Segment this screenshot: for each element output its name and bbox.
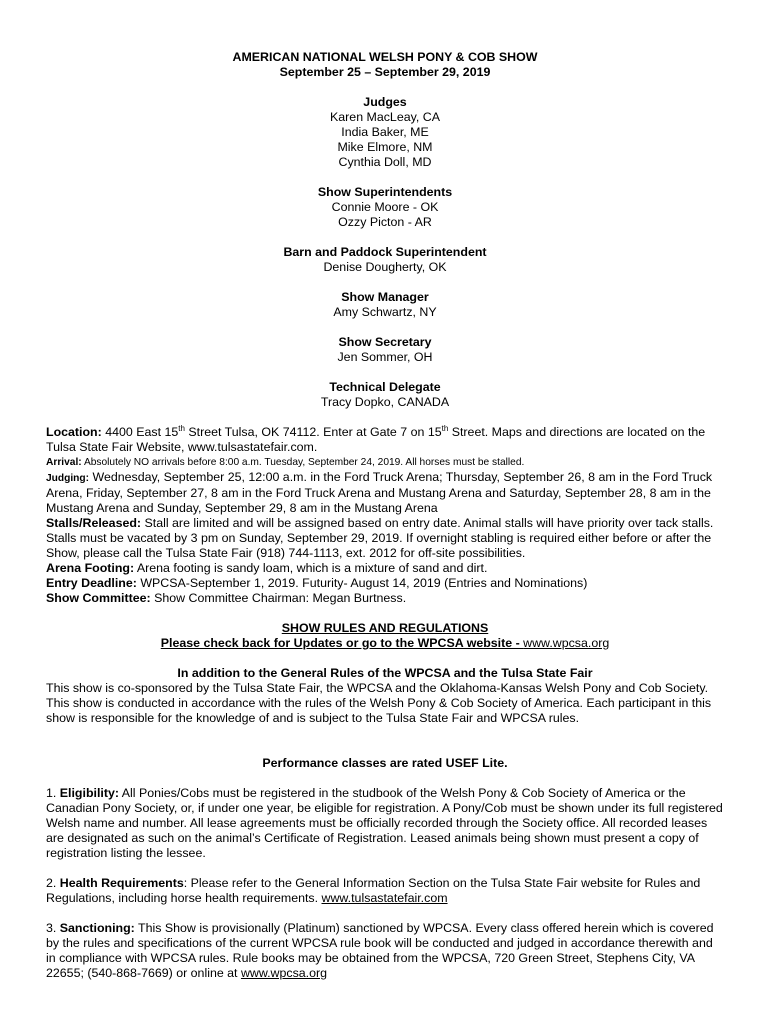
officials-heading: Show Manager bbox=[341, 290, 429, 304]
rule-number: 1. bbox=[46, 786, 60, 800]
officials-judges bbox=[46, 95, 724, 170]
officials-heading: Show Secretary bbox=[338, 335, 432, 349]
location-paragraph bbox=[46, 425, 724, 455]
rule-item bbox=[46, 876, 724, 906]
rule-item bbox=[46, 786, 724, 861]
rules-header bbox=[46, 621, 724, 651]
tulsa-fair-link[interactable]: www.tulsastatefair.com bbox=[321, 891, 448, 905]
official-name: Karen MacLeay, CA bbox=[330, 110, 440, 124]
officials-heading: Technical Delegate bbox=[329, 380, 441, 394]
deadline-paragraph bbox=[46, 576, 724, 591]
official-name: Mike Elmore, NM bbox=[337, 140, 433, 154]
committee-label: Show Committee: bbox=[46, 591, 151, 605]
officials-heading: Show Superintendents bbox=[317, 185, 453, 199]
committee-paragraph bbox=[46, 591, 724, 606]
rule-number: 2. bbox=[46, 876, 60, 890]
rules-heading: SHOW RULES AND REGULATIONS bbox=[281, 621, 489, 635]
stalls-text: Stall are limited and will be assigned based on entry date. Animal stalls will have priority over tack stalls. Stalls must be vacated by 3 pm on Sunday, September 29, 2019. If overnight stabling is required either before or after the Show, please call the Tulsa State Fair (918) 744-1113, ext. 2012 for off-site possibilities. bbox=[46, 516, 714, 560]
location-text-2: Street Tulsa, OK 74112. Enter at Gate 7 on 15 bbox=[184, 425, 442, 439]
official-name: Cynthia Doll, MD bbox=[338, 155, 432, 169]
rule-label: Sanctioning: bbox=[59, 921, 135, 935]
arrival-text: Absolutely NO arrivals before 8:00 a.m. Tuesday, September 24, 2019. All horses must be stalled. bbox=[83, 457, 525, 468]
general-text: This show is co-sponsored by the Tulsa State Fair, the WPCSA and the Oklahoma-Kansas Welsh Pony and Cob Society. This show is conducted in accordance with the rules of the Welsh Pony & Cob Society of America. Each participant in this show is responsible for the knowledge of and is subject to the Tulsa State Fair and WPCSA rules. bbox=[46, 681, 712, 725]
officials-manager bbox=[46, 290, 724, 320]
officials-delegate bbox=[46, 380, 724, 410]
rule-text: This Show is provisionally (Platinum) sanctioned by WPCSA. Every class offered herein which is covered by the rules and specifications of the current WPCSA rule book will be conducted and judged in accordance therewith and in compliance with WPCSA rules. Rule books may be obtained from the WPCSA, 720 Green Street, Stephens City, VA 22655; (540-868-7669) or online at bbox=[46, 921, 714, 980]
officials-barn bbox=[46, 245, 724, 275]
wpcsa-link[interactable]: www.wpcsa.org bbox=[240, 966, 328, 980]
stalls-paragraph bbox=[46, 516, 724, 561]
rule-label: Eligibility: bbox=[59, 786, 119, 800]
officials-heading: Barn and Paddock Superintendent bbox=[283, 245, 487, 259]
document-header bbox=[46, 50, 724, 80]
show-dates: September 25 – September 29, 2019 bbox=[279, 65, 491, 79]
rules-subheading-text: Please check back for Updates or go to the WPCSA website - bbox=[160, 636, 524, 650]
deadline-label: Entry Deadline: bbox=[46, 576, 137, 590]
wpcsa-link[interactable]: www.wpcsa.org bbox=[523, 636, 610, 650]
official-name: Denise Dougherty, OK bbox=[323, 260, 447, 274]
rule-text: All Ponies/Cobs must be registered in the studbook of the Welsh Pony & Cob Society of America or the Canadian Pony Society, or, if under one year, be eligible for registration. A Pony/Cob must be shown under its full registered Welsh name and number. All lease agreements must be officially recorded through the Society office. All recorded leases are designated as such on the animal’s Certificate of Registration. Leased animals being shown must present a copy of registration listing the lessee. bbox=[46, 786, 723, 860]
location-label: Location: bbox=[46, 425, 102, 439]
rules-subheading bbox=[46, 636, 724, 651]
rule-text: : Please refer to the General Information Section on the Tulsa State Fair website for Rules and Regulations, including horse health requirements. bbox=[46, 876, 701, 905]
official-name: India Baker, ME bbox=[341, 125, 429, 139]
general-rules bbox=[46, 666, 724, 726]
arrival-paragraph bbox=[46, 455, 724, 470]
rules-list bbox=[46, 786, 724, 981]
location-text-3: Street. Maps and directions are located on the Tulsa State Fair Website, www.tulsastatefair.com. bbox=[46, 425, 706, 454]
judging-paragraph bbox=[46, 470, 724, 516]
location-sup-1: th bbox=[178, 423, 185, 433]
arrival-label: Arrival: bbox=[46, 457, 82, 468]
footing-text: Arena footing is sandy loam, which is a mixture of sand and dirt. bbox=[136, 561, 488, 575]
footing-label: Arena Footing: bbox=[46, 561, 135, 575]
rule-label: Health Requirements bbox=[59, 876, 184, 890]
judging-text: Wednesday, September 25, 12:00 a.m. in the Ford Truck Arena; Thursday, September 26, 8 am in the Ford Truck Arena, Friday, September 27, 8 am in the Ford Truck Arena and Mustang Arena and Saturday, September 28, 8 am in the Mustang Arena and Sunday, September 29, 8 am in the Mustang Arena bbox=[46, 470, 713, 515]
committee-text: Show Committee Chairman: Megan Burtness. bbox=[154, 591, 407, 605]
officials-secretary bbox=[46, 335, 724, 365]
location-sup-2: th bbox=[441, 423, 449, 433]
location-text-1: 4400 East 15 bbox=[105, 425, 179, 439]
official-name: Amy Schwartz, NY bbox=[333, 305, 437, 319]
general-heading: In addition to the General Rules of the WPCSA and the Tulsa State Fair bbox=[177, 666, 593, 680]
official-name: Ozzy Picton - AR bbox=[338, 215, 432, 229]
stalls-label: Stalls/Released: bbox=[46, 516, 142, 530]
official-name: Jen Sommer, OH bbox=[337, 350, 433, 364]
official-name: Connie Moore - OK bbox=[331, 200, 439, 214]
judging-label: Judging: bbox=[46, 473, 90, 484]
rule-item bbox=[46, 921, 724, 981]
officials-section bbox=[46, 95, 724, 410]
official-name: Tracy Dopko, CANADA bbox=[320, 395, 450, 409]
show-title: AMERICAN NATIONAL WELSH PONY & COB SHOW bbox=[232, 50, 538, 64]
footing-paragraph bbox=[46, 561, 724, 576]
performance-note: Performance classes are rated USEF Lite. bbox=[262, 756, 508, 770]
info-section bbox=[46, 425, 724, 606]
rule-number: 3. bbox=[46, 921, 60, 935]
deadline-text: WPCSA-September 1, 2019. Futurity- August 14, 2019 (Entries and Nominations) bbox=[140, 576, 588, 590]
officials-heading: Judges bbox=[363, 95, 407, 109]
officials-superintendents bbox=[46, 185, 724, 230]
